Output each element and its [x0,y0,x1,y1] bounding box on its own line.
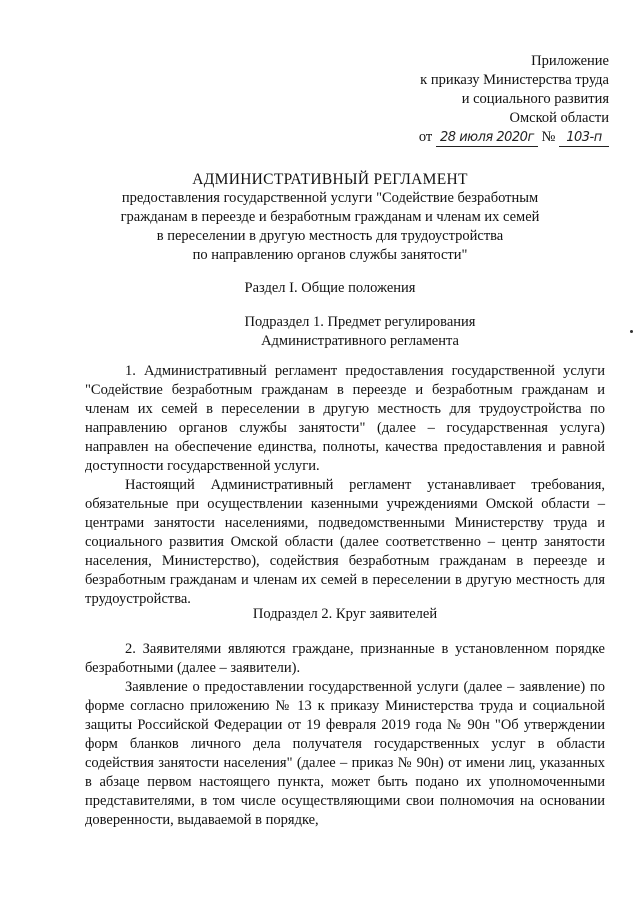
appendix-block [289,52,609,147]
subsection-2-heading: Подраздел 2. Круг заявителей [252,606,438,622]
subsection-1-line-2: Административного регламента [261,333,459,349]
title-sub-4: по направлению органов службы занятости" [192,247,468,263]
paragraph: Настоящий Административный регламент устанавливает требования, обязательные при осуществлении казенными учреждениями Омской области – центрами занятости населениями, подведомственными Министерству труда и социального развития Омской области (далее соответственно – центр занятости населения, Министерство), содействия безработным гражданам в переезде и безработным гражданам и членам их семей в переселении в другую местность для трудоустройства. [85,477,605,607]
paragraph: 2. Заявителями являются граждане, признанные в установленном порядке безработными (далее – заявители). [85,641,605,676]
document-title [70,170,590,265]
handwritten-number: 103-п [559,130,609,147]
section-1-heading: Раздел I. Общие положения [244,280,416,296]
appendix-line-4: Омской области [509,110,609,126]
title-sub-2: гражданам в переезде и безработным гражданам и членам их семей [120,209,540,225]
paragraph: 1. Административный регламент предоставления государственной услуги "Содействие безработным гражданам в переезде и безработным гражданам и членам их семей в переселении в другую местность для трудоустройства по направлению органов службы занятости" (далее – государственная услуга) направлен на обеспечение единства, полноты, качества предоставления и равной доступности государственной услуги. [85,363,605,474]
scan-speck [630,330,633,333]
paragraph: Заявление о предоставлении государственной услуги (далее – заявление) по форме согласно приложению № 13 к приказу Министерства труда и социальной защиты Российской Федерации от 19 февраля 2019 года № 90н "Об утверждении форм бланков личного дела получателя государственных услуг в области содействия занятости населения" (далее – приказ № 90н) от имени лиц, указанных в абзаце первом настоящего пункта, может быть подано их уполномоченными представителями, в том числе осуществляющими свои полномочия на основании доверенности, выдаваемой в порядке, [85,679,605,828]
section-1-body [85,362,605,609]
title-sub-3: в переселении в другую местность для трудоустройства [156,228,504,244]
section-2-body [85,640,605,830]
appendix-line-2: к приказу Министерства труда [420,72,609,88]
appendix-line-1: Приложение [531,53,609,69]
appendix-date-line [289,128,609,147]
subsection-1-line-1: Подраздел 1. Предмет регулирования [244,314,476,330]
title-sub-1: предоставления государственной услуги "Содействие безработным [121,190,539,206]
appendix-line-3: и социального развития [461,91,609,107]
title-main: АДМИНИСТРАТИВНЫЙ РЕГЛАМЕНТ [192,171,468,188]
subsection-1-heading [100,313,620,351]
date-prefix: от [418,129,433,145]
number-sign: № [541,129,556,145]
handwritten-date: 28 июля 2020г [436,130,538,147]
